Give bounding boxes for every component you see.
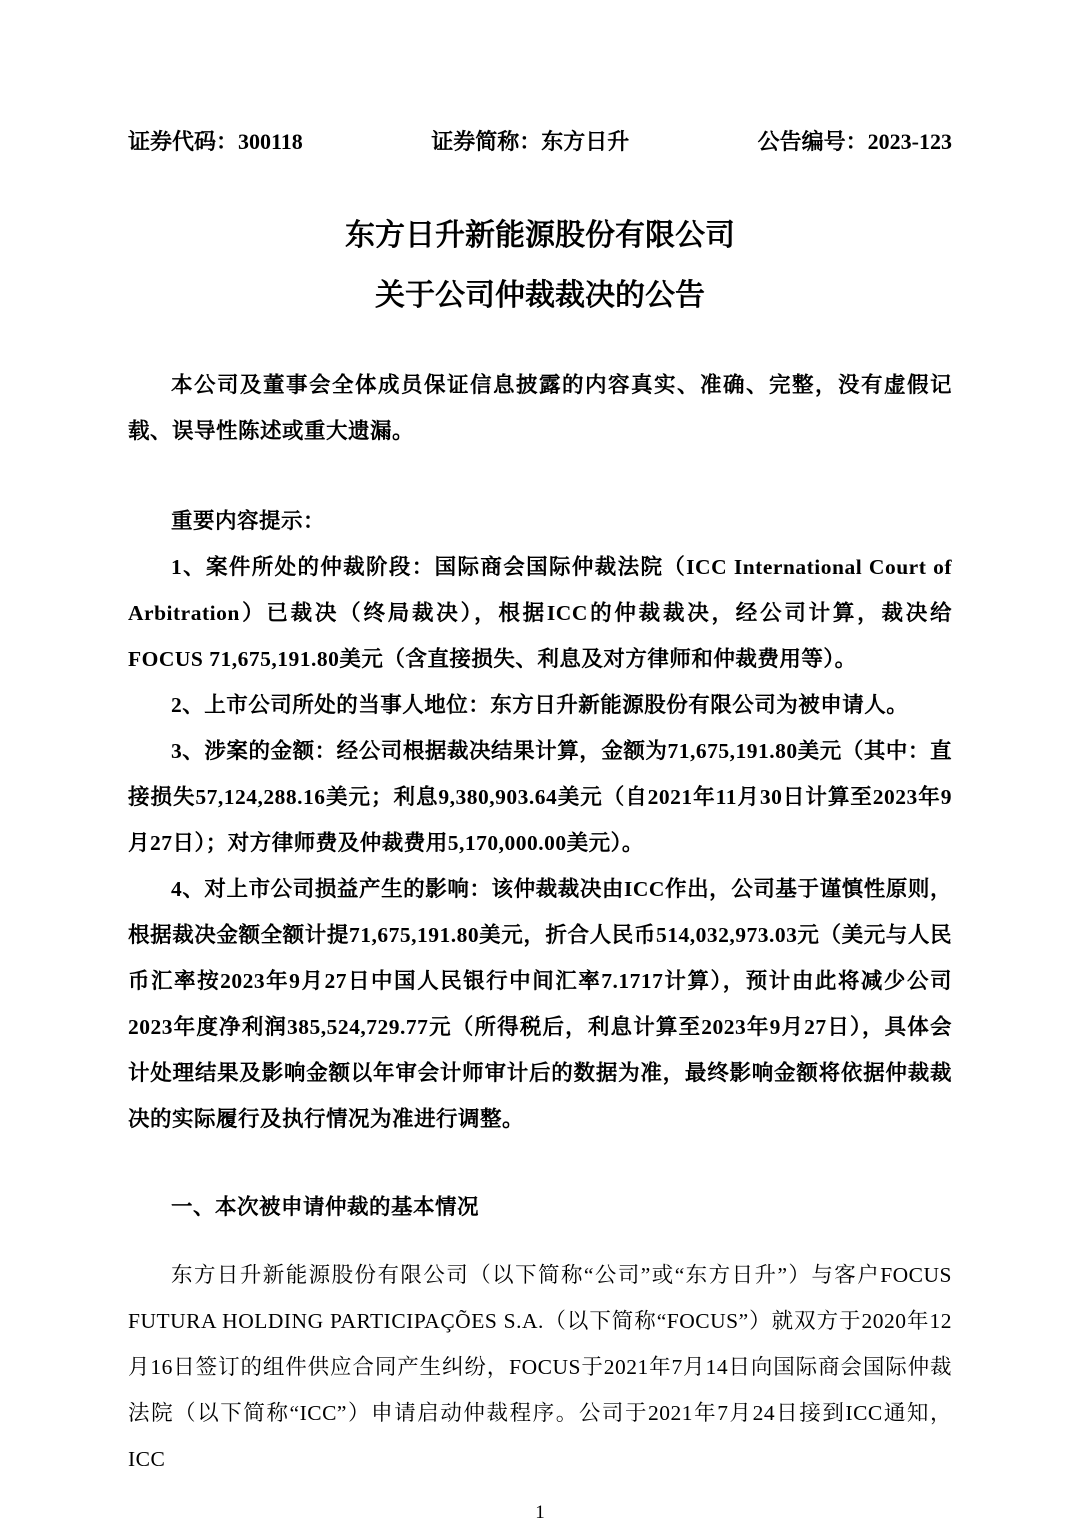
- disclaimer-statement: 本公司及董事会全体成员保证信息披露的内容真实、准确、完整，没有虚假记载、误导性陈述或重大遗漏。: [128, 373, 952, 443]
- highlight-item-amount-involved: 3、涉案的金额：经公司根据裁决结果计算，金额为71,675,191.80美元（其中：直接损失57,124,288.16美元；利息9,380,903.64美元（自2021年11月30日计算至2023年9月27日）；对方律师费及仲裁费用5,170,000.00美元）。: [128, 739, 952, 855]
- stock-code-label: 证券代码：: [128, 129, 239, 154]
- document-title-line2: 关于公司仲裁裁决的公告: [375, 279, 705, 312]
- announcement-number: [758, 126, 952, 158]
- announcement-number-value: 2023-123: [867, 129, 952, 154]
- highlight-item-arbitration-stage: 1、案件所处的仲裁阶段：国际商会国际仲裁法院（ICC International Court of Arbitration）已裁决（终局裁决），根据ICC的仲裁裁决，经公司计算，裁决给FOCUS 71,675,191.80美元（含直接损失、利息及对方律师和仲裁费用等）。: [128, 555, 952, 671]
- important-content-heading: 重要内容提示：: [171, 509, 326, 533]
- stock-name: [431, 126, 629, 158]
- document-header: [128, 126, 952, 158]
- highlight-item-profit-impact: 4、对上市公司损益产生的影响：该仲裁裁决由ICC作出，公司基于谨慎性原则，根据裁决金额全额计提71,675,191.80美元，折合人民币514,032,973.03元（美元与人民币汇率按2023年9月27日中国人民银行中间汇率7.1717计算），预计由此将减少公司2023年度净利润385,524,729.77元（所得税后，利息计算至2023年9月27日），具体会计处理结果及影响金额以年审会计师审计后的数据为准，最终影响金额将依据仲裁裁决的实际履行及执行情况为准进行调整。: [128, 877, 952, 1131]
- announcement-number-label: 公告编号：: [757, 129, 868, 154]
- stock-name-value: 东方日升: [541, 129, 630, 154]
- section1-heading: 一、本次被申请仲裁的基本情况: [171, 1195, 480, 1219]
- highlight-item-party-status: 2、上市公司所处的当事人地位：东方日升新能源股份有限公司为被申请人。: [171, 693, 909, 717]
- document-title-line1: 东方日升新能源股份有限公司: [345, 219, 735, 252]
- stock-code: [128, 126, 303, 158]
- document-title: [128, 206, 952, 326]
- important-content-section: [128, 498, 952, 1142]
- stock-name-label: 证券简称：: [431, 129, 542, 154]
- section1-paragraph: 东方日升新能源股份有限公司（以下简称“公司”或“东方日升”）与客户FOCUS FUTURA HOLDING PARTICIPAÇÕES S.A.（以下简称“FOCUS”）就双方于2020年12月16日签订的组件供应合同产生纠纷，FOCUS于2021年7月14日向国际商会国际仲裁法院（以下简称“ICC”）申请启动仲裁程序。公司于2021年7月24日接到ICC通知，ICC: [128, 1263, 952, 1471]
- stock-code-value: 300118: [238, 129, 303, 154]
- page-number: 1: [535, 1502, 545, 1523]
